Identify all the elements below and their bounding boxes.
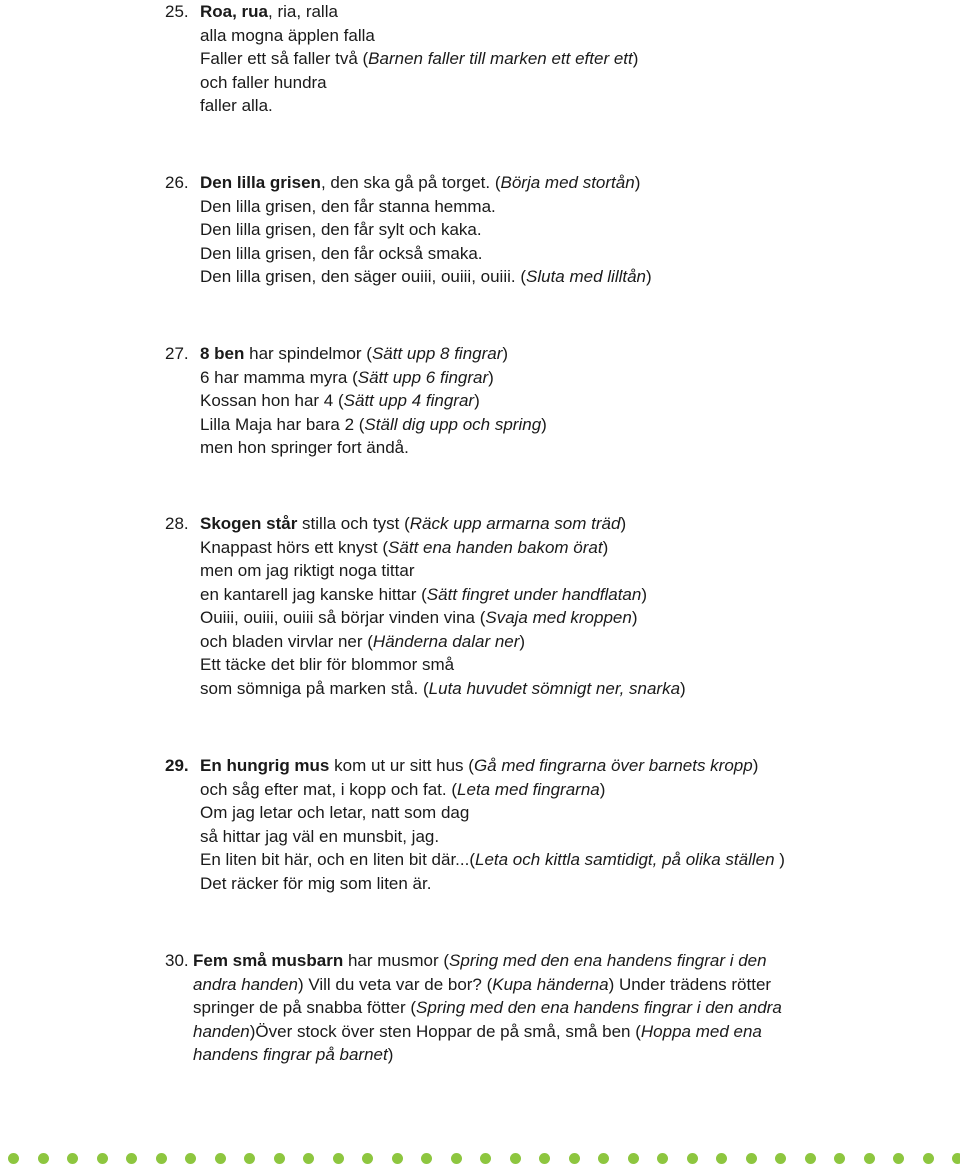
song-number: 27.	[165, 344, 189, 363]
song-title-text: Den lilla grisen	[200, 173, 321, 192]
song-item-25	[165, 0, 638, 118]
lyric-text: )	[620, 514, 627, 533]
song-line	[165, 559, 686, 583]
lyric-text: Knappast hörs ett knyst (	[200, 537, 389, 557]
instruction-text: Barnen faller till marken ett efter ett	[368, 49, 633, 68]
song-item-26	[165, 171, 652, 289]
decorative-dot	[834, 1153, 845, 1164]
decorative-dot	[421, 1153, 432, 1164]
lyric-text: )	[641, 584, 648, 604]
lyric-text: )	[474, 391, 480, 410]
lyric-text: Den lilla grisen, den får stanna hemma.	[200, 196, 496, 216]
lyric-text: Kossan hon har 4 (	[200, 391, 344, 410]
decorative-dot	[156, 1153, 167, 1164]
lyric-text: )	[752, 756, 759, 775]
lyric-text: men om jag riktigt noga tittar	[200, 561, 415, 580]
song-line	[165, 94, 638, 118]
song-item-30	[165, 949, 782, 1067]
instruction-text: andra handen	[193, 974, 298, 994]
song-line	[165, 389, 547, 413]
decorative-dot	[569, 1153, 580, 1164]
song-number: 26.	[165, 173, 189, 192]
lyric-text: 6 har mamma myra (	[200, 367, 358, 387]
song-item-29	[165, 754, 785, 895]
decorative-dot	[746, 1153, 757, 1164]
decorative-dot	[185, 1153, 196, 1164]
decorative-dot	[126, 1153, 137, 1164]
instruction-text: Ställ dig upp och spring	[364, 414, 542, 434]
song-item-27	[165, 342, 547, 460]
lyric-text: Lilla Maja har bara 2 (	[200, 414, 365, 434]
lyric-text: ) Vill du veta var de bor? (	[297, 974, 493, 994]
lyric-text: , den ska gå på torget. (	[320, 173, 501, 192]
song-line	[165, 242, 652, 266]
song-line	[165, 413, 547, 437]
instruction-text: Spring med den ena handens fingrar i den	[449, 951, 767, 970]
decorative-dot	[539, 1153, 550, 1164]
song-item-28	[165, 512, 686, 700]
lyric-text: och faller hundra	[200, 72, 327, 92]
lyric-text: springer de på snabba fötter (	[193, 998, 417, 1017]
song-line	[165, 825, 785, 849]
lyric-text: och såg efter mat, i kopp och fat. (	[200, 779, 458, 799]
song-number: 29.	[165, 756, 189, 775]
lyric-text: )Över stock över sten Hoppar de på små, små ben (	[249, 1021, 641, 1041]
lyric-text: )	[387, 1045, 394, 1064]
song-line	[165, 606, 686, 630]
song-line	[165, 536, 686, 560]
song-line	[165, 653, 686, 677]
song-line	[165, 848, 785, 872]
song-title-text: 8 ben	[200, 344, 245, 363]
song-line	[165, 872, 785, 896]
song-line	[165, 512, 686, 536]
instruction-text: handens fingrar på barnet	[193, 1045, 388, 1064]
song-line	[165, 47, 638, 71]
decorative-dot	[451, 1153, 462, 1164]
song-line	[165, 24, 638, 48]
decorative-dot	[244, 1153, 255, 1164]
instruction-text: Händerna dalar ner	[372, 631, 520, 651]
decorative-dot	[923, 1153, 934, 1164]
decorative-dot	[97, 1153, 108, 1164]
song-line	[165, 1020, 782, 1044]
lyric-text: )	[519, 631, 526, 651]
lyric-text: )	[502, 344, 509, 363]
lyric-text: Om jag letar och letar, natt som dag	[200, 803, 470, 822]
song-line	[165, 677, 686, 701]
instruction-text: Sluta med lilltån	[526, 267, 647, 286]
lyric-text: alla mogna äpplen falla	[200, 25, 375, 45]
instruction-text: Svaja med kroppen	[485, 608, 632, 627]
decorative-dot	[805, 1153, 816, 1164]
decorative-dot	[303, 1153, 314, 1164]
song-number: 28.	[165, 514, 189, 533]
instruction-text: Spring med den ena handens fingrar i den andra	[416, 998, 782, 1017]
song-line	[165, 195, 652, 219]
instruction-text: Luta huvudet sömnigt ner, snarka	[428, 678, 681, 698]
lyric-text: ) Under trädens rötter	[608, 974, 772, 994]
lyric-text: har spindelmor (	[244, 344, 372, 363]
dotted-footer-border	[0, 1150, 960, 1166]
instruction-text: handen	[193, 1021, 250, 1041]
decorative-dot	[274, 1153, 285, 1164]
lyric-text: Den lilla grisen, den får sylt och kaka.	[200, 220, 482, 239]
lyric-text: )	[599, 779, 606, 799]
instruction-text: Kupa händerna	[492, 974, 609, 994]
decorative-dot	[480, 1153, 491, 1164]
instruction-text: Sätt fingret under handflatan	[426, 584, 642, 604]
lyric-text: så hittar jag väl en munsbit, jag.	[200, 826, 440, 846]
song-line	[165, 171, 652, 195]
song-line	[165, 218, 652, 242]
lyric-text: )	[680, 678, 686, 698]
decorative-dot	[687, 1153, 698, 1164]
instruction-text: Räck upp armarna som träd	[409, 514, 621, 533]
decorative-dot	[215, 1153, 226, 1164]
lyric-text: )	[602, 537, 609, 557]
lyric-text: men hon springer fort ändå.	[200, 438, 409, 457]
lyric-text: )	[646, 267, 652, 286]
lyric-text: har musmor (	[343, 951, 450, 970]
lyric-text: en kantarell jag kanske hittar (	[200, 584, 427, 604]
lyric-text: Ett täcke det blir för blommor små	[200, 655, 455, 674]
song-line	[165, 778, 785, 802]
decorative-dot	[716, 1153, 727, 1164]
decorative-dot	[38, 1153, 49, 1164]
lyric-text: och bladen virvlar ner (	[200, 631, 373, 651]
lyric-text: )	[632, 49, 639, 68]
decorative-dot	[510, 1153, 521, 1164]
lyric-text: , ria, ralla	[268, 2, 338, 21]
song-line	[165, 265, 652, 289]
lyric-text: Det räcker för mig som liten är.	[200, 873, 432, 893]
song-line	[165, 754, 785, 778]
song-line	[165, 1043, 782, 1067]
lyric-text: )	[631, 608, 638, 627]
decorative-dot	[392, 1153, 403, 1164]
decorative-dot	[952, 1153, 960, 1164]
song-number: 25.	[165, 2, 189, 21]
song-line	[165, 801, 785, 825]
song-line	[165, 71, 638, 95]
instruction-text: Leta med fingrarna	[457, 779, 600, 799]
decorative-dot	[8, 1153, 19, 1164]
decorative-dot	[864, 1153, 875, 1164]
decorative-dot	[893, 1153, 904, 1164]
decorative-dot	[628, 1153, 639, 1164]
song-line	[165, 996, 782, 1020]
instruction-text: Sätt upp 8 fingrar	[371, 344, 503, 363]
lyric-text: faller alla.	[200, 96, 273, 115]
song-line	[165, 0, 638, 24]
song-line	[165, 583, 686, 607]
lyric-text: Den lilla grisen, den säger ouiii, ouiii, ouiii. (	[200, 267, 526, 286]
song-line	[165, 342, 547, 366]
song-title-text: Skogen står	[200, 514, 298, 533]
lyric-text: )	[634, 173, 641, 192]
song-number: 30.	[165, 951, 189, 970]
instruction-text: Leta och kittla samtidigt, på olika ställen	[475, 850, 775, 869]
song-line	[165, 949, 782, 973]
lyric-text: Den lilla grisen, den får också smaka.	[200, 243, 483, 263]
lyric-text: som sömniga på marken stå. (	[200, 678, 429, 698]
decorative-dot	[775, 1153, 786, 1164]
lyric-text: )	[541, 414, 547, 434]
instruction-text: Sätt upp 4 fingrar	[343, 391, 475, 410]
instruction-text: Sätt ena handen bakom örat	[388, 537, 603, 557]
lyric-text: Ouiii, ouiii, ouiii så börjar vinden vina (	[200, 608, 486, 627]
song-line	[165, 366, 547, 390]
instruction-text: Börja med stortån	[500, 173, 635, 192]
decorative-dot	[598, 1153, 609, 1164]
song-title-text: Fem små musbarn	[193, 951, 344, 970]
lyric-text: stilla och tyst (	[297, 514, 410, 533]
song-line	[165, 973, 782, 997]
lyric-text: )	[774, 850, 785, 869]
song-line	[165, 436, 547, 460]
decorative-dot	[657, 1153, 668, 1164]
lyric-text: En liten bit här, och en liten bit där...(	[200, 850, 475, 869]
decorative-dot	[67, 1153, 78, 1164]
lyric-text: Faller ett så faller två (	[200, 49, 369, 68]
decorative-dot	[362, 1153, 373, 1164]
lyric-text: kom ut ur sitt hus (	[329, 756, 474, 775]
lyric-text: )	[488, 367, 494, 387]
decorative-dot	[333, 1153, 344, 1164]
instruction-text: Hoppa med ena	[640, 1021, 762, 1041]
instruction-text: Gå med fingrarna över barnets kropp	[473, 756, 753, 775]
song-title-text: Roa, rua	[200, 2, 269, 21]
instruction-text: Sätt upp 6 fingrar	[357, 367, 489, 387]
song-line	[165, 630, 686, 654]
song-title-text: En hungrig mus	[200, 756, 330, 775]
